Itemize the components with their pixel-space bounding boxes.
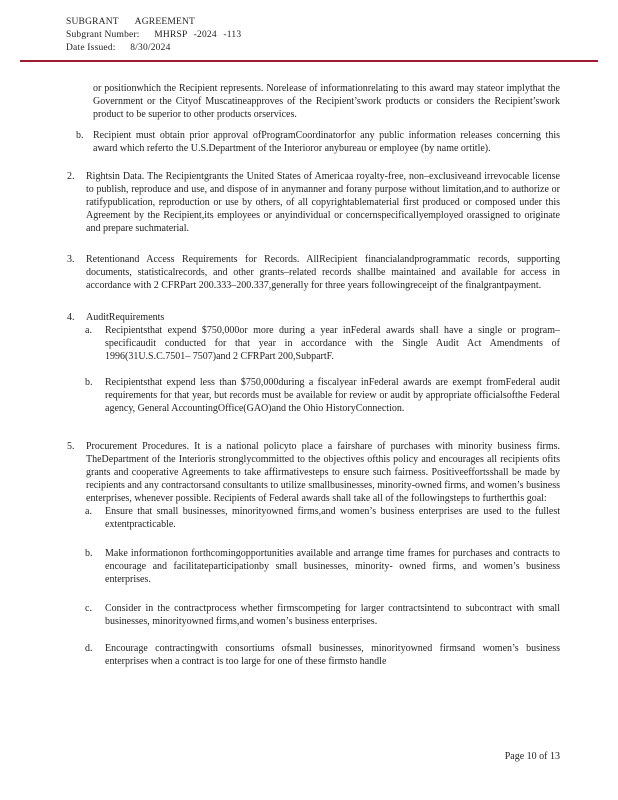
- list-item-text: Recipient must obtain prior approval ofProgramCoordinatorfor any public information releases concerning this award which referto the U.S.Department of the Interioror anybureau or employee (by name ortitle).: [93, 130, 560, 154]
- list-item-5c: [85, 602, 560, 628]
- header-divider: [20, 60, 598, 62]
- list-item-text: Encourage contractingwith consortiums ofsmall businesses, minorityowned firmsand women’s business enterprises when a contract is too large for one of these firmsto handle: [105, 643, 560, 667]
- list-item-1b: [76, 129, 560, 155]
- list-marker: b.: [85, 548, 93, 559]
- list-marker: b.: [85, 377, 93, 388]
- list-marker: 2.: [67, 171, 75, 182]
- list-marker: 5.: [67, 441, 75, 452]
- list-item-text: Ensure that small businesses, minorityowned firms,and women’s business enterprises are used to the fullest extentpracticable.: [105, 506, 560, 530]
- list-item-2: [67, 170, 560, 235]
- list-marker: d.: [85, 643, 93, 654]
- list-marker: a.: [85, 325, 92, 336]
- subgrant-number-value: MHRSP -2024 -113: [154, 30, 242, 40]
- list-marker: c.: [85, 603, 92, 614]
- list-item-4a: [85, 324, 560, 363]
- list-item-5d: [85, 642, 560, 668]
- list-marker: 3.: [67, 254, 75, 265]
- list-item-text: Recipientsthat expend $750,000or more during a year inFederal awards shall have a single or program–specificaudit conducted for that year in accordance with the Single Audit Act Amendments of 1996(31U.S.C.7501– 7507)and 2 CFRPart 200,SubpartF.: [105, 325, 560, 362]
- list-item-4b: [85, 376, 560, 415]
- list-marker: 4.: [67, 312, 75, 323]
- list-item-text: Retentionand Access Requirements for Records. AllRecipient financialandprogrammatic records, supporting documents, statisticalrecords, and other grants–related records shallbe maintained and available for access in accordance with 2 CFRPart 200.333–200.337,generally for three years followingreceipt of the finalgrantpayment.: [86, 254, 560, 291]
- list-item-text: Make informationon forthcomingopportunities available and arrange time frames for purchases and contracts to encourage and facilitateparticipationby small businesses, minority- owned firms, and women’s business enterprises.: [105, 548, 560, 585]
- list-item-text: AuditRequirements: [86, 312, 165, 323]
- list-marker: b.: [76, 130, 84, 141]
- list-item-text: Consider in the contractprocess whether firmscompeting for larger contractsintend to subcontract with small businesses, minorityowned firms,and women’s business enterprises.: [105, 603, 560, 627]
- continuation-paragraph: or positionwhich the Recipient represents. Norelease of informationrelating to this award may stateor implythat the Government or the Cityof Muscatineapproves of the Recipient’swork products or considers the Recipient’swork product to be superior to other products orservices.: [93, 83, 560, 120]
- page-number: Page 10 of 13: [504, 751, 560, 762]
- document-title: SUBGRANT AGREEMENT: [66, 17, 196, 27]
- list-marker: a.: [85, 506, 92, 517]
- subgrant-number-label: Subgrant Number:: [66, 30, 140, 40]
- list-item-text: Recipientsthat expend less than $750,000during a fiscalyear inFederal awards are exempt fromFederal audit requirements for that year, but records must be available for review or audit by appropriate officialsofthe Federal agency, General AccountingOffice(GAO)and the Ohio HistoryConnection.: [105, 377, 560, 414]
- document-body: [67, 82, 560, 668]
- list-item-3: [67, 253, 560, 292]
- date-issued-label: Date Issued:: [66, 43, 116, 53]
- date-issued-value: 8/30/2024: [130, 43, 171, 53]
- list-item-text: Procurement Procedures. It is a national policyto place a fairshare of purchases with minority business firms. TheDepartment of the Interioris stronglycommitted to the objectives ofthis policy and encourages all recipients ofits grants and cooperative Agreements to take affirmativesteps to ensure such fairness. Positiveeffortsshall be made by recipients and any contractorsand consultants to utilize smallbusinesses, minority-owned firms, and women’s business enterprises, whenever possible. Recipients of Federal awards shall take all of the followingsteps to furtherthis goal:: [86, 441, 560, 504]
- date-issued-line: [66, 42, 598, 55]
- list-item-5: [67, 440, 560, 505]
- list-item-4: [67, 311, 560, 324]
- subgrant-number-line: [66, 29, 598, 42]
- list-item-5b: [85, 547, 560, 586]
- document-header: [66, 16, 598, 55]
- list-item-text: Rightsin Data. The Recipientgrants the United States of Americaa royalty-free, non–exclusiveand irrevocable license to publish, reproduce and use, and dispose of in anymanner and forany purpose without limitation,and to authorize or ratifypublication, reproduction or use by others, of all copyrightablematerial first produced or composed under this Agreement by the Recipient,its employees or anyindividual or concernspecificallyemployed orassigned to originate and prepare suchmaterial.: [86, 171, 560, 234]
- list-item-5a: [85, 505, 560, 531]
